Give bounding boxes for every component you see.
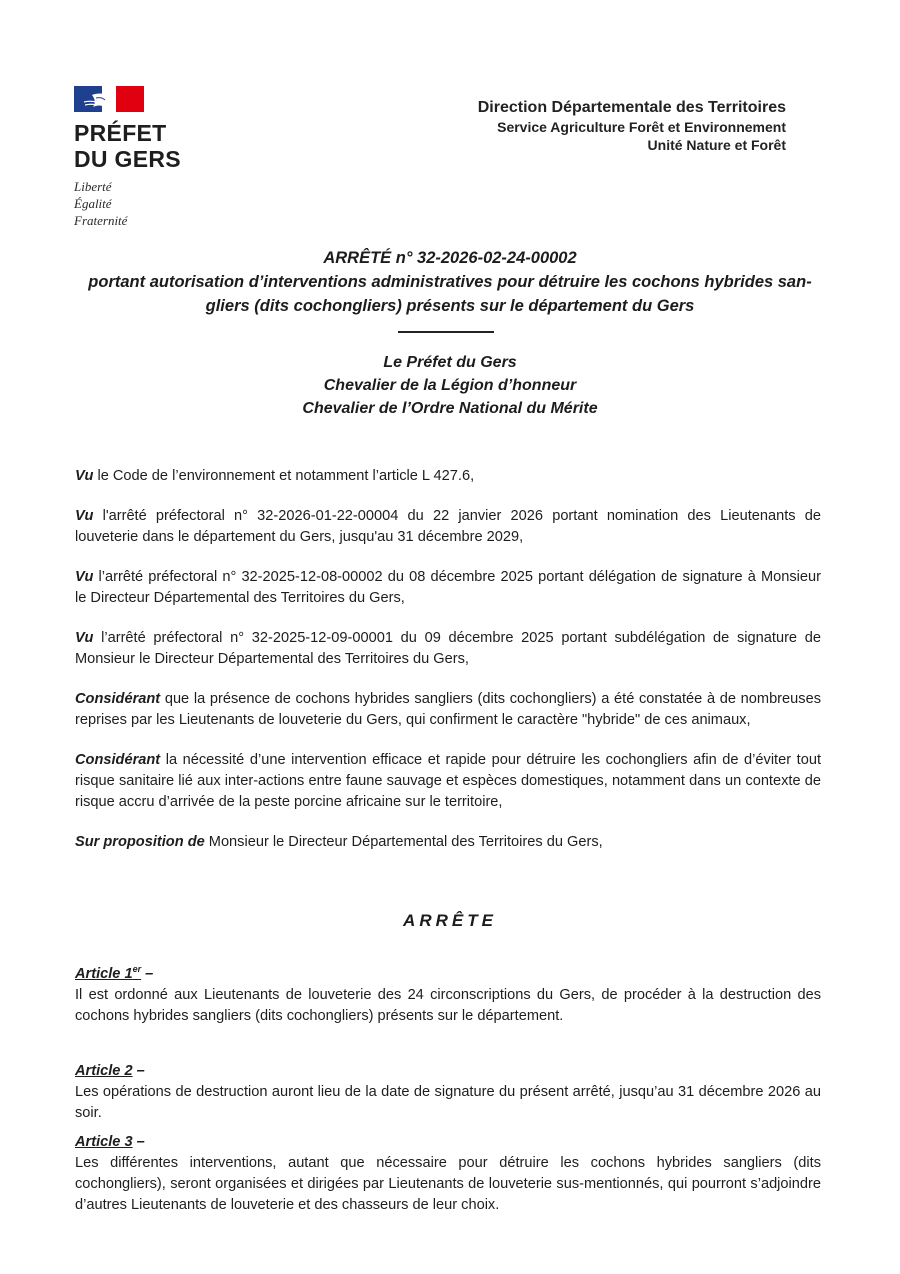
- decree-preamble: [75, 466, 821, 872]
- service-name: Service Agriculture Forêt et Environnement: [497, 119, 786, 135]
- article-heading: Article 1er –: [75, 964, 154, 982]
- article-text: Les différentes interventions, autant que nécessaire pour détruire les cochons hybrides sangliers (dits cochongliers), seront organisées et dirigées par Lieutenants de louveterie sus-mentionnés, qui pourront s’adjoindre d’autres Lieutenants de louveterie et des chasseurs de leur choix.: [75, 1155, 821, 1213]
- article-text: Il est ordonné aux Lieutenants de louveterie des 24 circonscriptions du Gers, de procéder à la destruction des cochons hybrides sangliers (dits cochongliers) présents sur le département.: [75, 986, 821, 1024]
- article-2: [75, 1061, 821, 1124]
- consideration-paragraph: Vu l’arrêté préfectoral n° 32-2025-12-09-00001 du 09 décembre 2025 portant subdélégation de signature de Monsieur le Directeur Départemental des Territoires du Gers,: [75, 630, 821, 667]
- consideration-paragraph: Sur proposition de Monsieur le Directeur Départemental des Territoires du Gers,: [75, 834, 603, 850]
- prefecture-logo: [74, 86, 181, 229]
- article-3: [75, 1132, 821, 1216]
- prefecture-name: PRÉFET DU GERS: [74, 120, 181, 172]
- direction-name: Direction Départementale des Territoires: [477, 99, 786, 116]
- article-heading: Article 3 –: [75, 1134, 145, 1150]
- consideration-paragraph: Considérant la nécessité d’une intervention efficace et rapide pour détruire les cochongliers afin de d’éviter tout risque sanitaire lié aux inter-actions entre faune sauvage et espèces domestiques, notamment dans un contexte de risque accru d’arrivée de la peste porcine africaine sur le territoire,: [75, 752, 821, 810]
- article-1: [75, 959, 821, 1027]
- arrete-heading: ARRÊTE: [403, 911, 497, 930]
- consideration-paragraph: Vu le Code de l’environnement et notamment l’article L 427.6,: [75, 468, 475, 484]
- consideration-paragraph: Vu l'arrêté préfectoral n° 32-2026-01-22-00004 du 22 janvier 2026 portant nomination des Lieutenants de louveterie dans le département du Gers, jusqu'au 31 décembre 2029,: [75, 508, 821, 545]
- article-heading: Article 2 –: [75, 1063, 145, 1079]
- consideration-paragraph: Considérant que la présence de cochons hybrides sangliers (dits cochongliers) a été constatée à de nombreuses reprises par les Lieutenants de louveterie du Gers, qui confirment le caractère "hybride" de ces animaux,: [75, 691, 821, 728]
- marianne-flag-icon: [74, 86, 144, 112]
- prefet-titles: Le Préfet du Gers Chevalier de la Légion d’honneur Chevalier de l’Ordre National du Mérite: [302, 354, 598, 417]
- decree-title: [60, 246, 840, 318]
- republic-motto: Liberté Égalité Fraternité: [74, 179, 128, 228]
- unit-name: Unité Nature et Forêt: [647, 137, 786, 153]
- title-divider: [398, 331, 494, 333]
- decree-subject-line-2: gliers (dits cochongliers) présents sur le département du Gers: [205, 297, 695, 315]
- decree-number: ARRÊTÉ n° 32-2026-02-24-00002: [323, 249, 577, 267]
- decree-subject-line-1: portant autorisation d’interventions administratives pour détruire les cochons hybrides san-: [88, 273, 812, 291]
- article-text: Les opérations de destruction auront lieu de la date de signature du présent arrêté, jusqu’au 31 décembre 2026 au soir.: [75, 1084, 821, 1121]
- consideration-paragraph: Vu l’arrêté préfectoral n° 32-2025-12-08-00002 du 08 décembre 2025 portant délégation de signature à Monsieur le Directeur Départemental des Territoires du Gers,: [75, 569, 821, 606]
- issuing-department: [478, 98, 786, 154]
